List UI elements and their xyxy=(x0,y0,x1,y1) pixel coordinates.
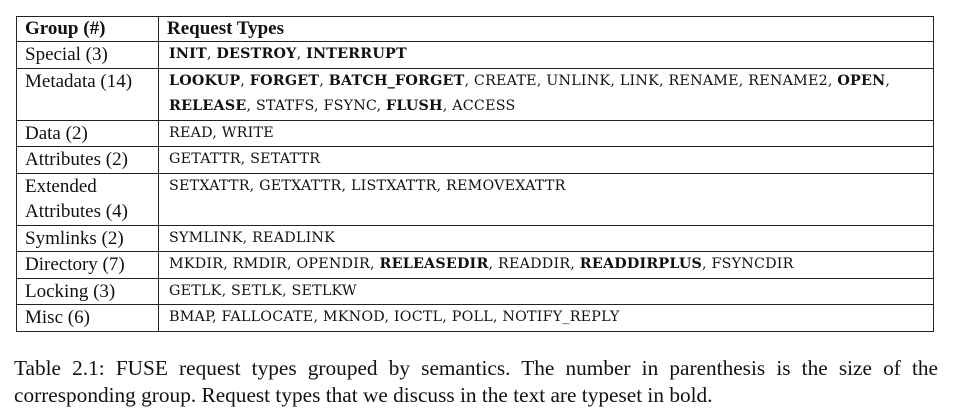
table-row xyxy=(17,278,934,305)
request-type-text: , ACCESS xyxy=(442,98,516,114)
request-types-cell xyxy=(159,147,934,174)
request-type-text: SETXATTR, GETXATTR, LISTXATTR, REMOVEXATTR xyxy=(169,177,566,194)
bold-request-type: FORGET xyxy=(249,72,320,89)
request-type-text: , STATFS, FSYNC, xyxy=(246,98,387,114)
request-types-cell xyxy=(159,68,934,120)
request-type-text: SYMLINK, READLINK xyxy=(169,229,336,246)
table-body xyxy=(17,42,934,332)
bold-request-type: DESTROY xyxy=(216,46,297,62)
group-cell: Attributes (2) xyxy=(17,147,159,174)
group-cell: Symlinks (2) xyxy=(17,225,159,252)
bold-request-type: RELEASE xyxy=(169,98,247,114)
request-type-text: , CREATE, UNLINK, LINK, RENAME, RENAME2, xyxy=(464,72,838,89)
request-types-cell xyxy=(159,42,934,69)
group-cell: Data (2) xyxy=(17,120,159,147)
group-cell: Special (3) xyxy=(17,42,159,69)
header-group: Group (#) xyxy=(17,17,159,42)
table-row xyxy=(17,173,934,225)
fuse-request-types-table xyxy=(16,16,934,332)
table-row xyxy=(17,147,934,174)
request-type-text: , xyxy=(206,46,217,62)
group-cell: Extended Attributes (4) xyxy=(17,173,159,225)
group-cell: Directory (7) xyxy=(17,252,159,279)
request-type-text: , xyxy=(319,72,329,89)
table-row xyxy=(17,68,934,120)
request-type-text: , xyxy=(885,72,891,89)
request-type-text: READ, WRITE xyxy=(169,124,274,141)
request-type-text: , READDIR, xyxy=(488,256,580,272)
bold-request-type: RELEASEDIR xyxy=(379,256,489,272)
table-caption: Table 2.1: FUSE request types grouped by semantics. The number in parenthesis is the size of the corresponding group. Request types that we discuss in the text are typeset in bold. xyxy=(14,356,938,407)
bold-request-type: INIT xyxy=(169,46,207,62)
request-types-cell xyxy=(159,120,934,147)
request-type-text: , xyxy=(296,46,307,62)
bold-request-type: OPEN xyxy=(837,72,886,89)
table-row xyxy=(17,120,934,147)
request-type-text: BMAP, FALLOCATE, MKNOD, IOCTL, POLL, NOTIFY_REPLY xyxy=(169,309,620,325)
group-cell: Misc (6) xyxy=(17,305,159,332)
bold-request-type: FLUSH xyxy=(386,98,443,114)
request-types-cell xyxy=(159,278,934,305)
table-row xyxy=(17,305,934,332)
bold-request-type: READDIRPLUS xyxy=(579,256,703,272)
request-type-text: GETATTR, SETATTR xyxy=(169,151,321,167)
request-type-text: GETLK, SETLK, SETLKW xyxy=(169,282,357,299)
group-cell: Locking (3) xyxy=(17,278,159,305)
table-header-row xyxy=(17,17,934,42)
bold-request-type: LOOKUP xyxy=(169,72,241,89)
group-cell: Metadata (14) xyxy=(17,68,159,120)
bold-request-type: INTERRUPT xyxy=(306,46,407,62)
table-row xyxy=(17,42,934,69)
table-row xyxy=(17,252,934,279)
request-types-cell xyxy=(159,252,934,279)
request-types-cell xyxy=(159,173,934,225)
request-types-cell xyxy=(159,225,934,252)
table-row xyxy=(17,225,934,252)
request-type-text: , xyxy=(240,72,250,89)
request-types-cell xyxy=(159,305,934,332)
header-request-types: Request Types xyxy=(159,17,934,42)
bold-request-type: BATCH_FORGET xyxy=(328,72,465,89)
request-type-text: MKDIR, RMDIR, OPENDIR, xyxy=(169,256,380,272)
request-type-text: , FSYNCDIR xyxy=(702,256,794,272)
